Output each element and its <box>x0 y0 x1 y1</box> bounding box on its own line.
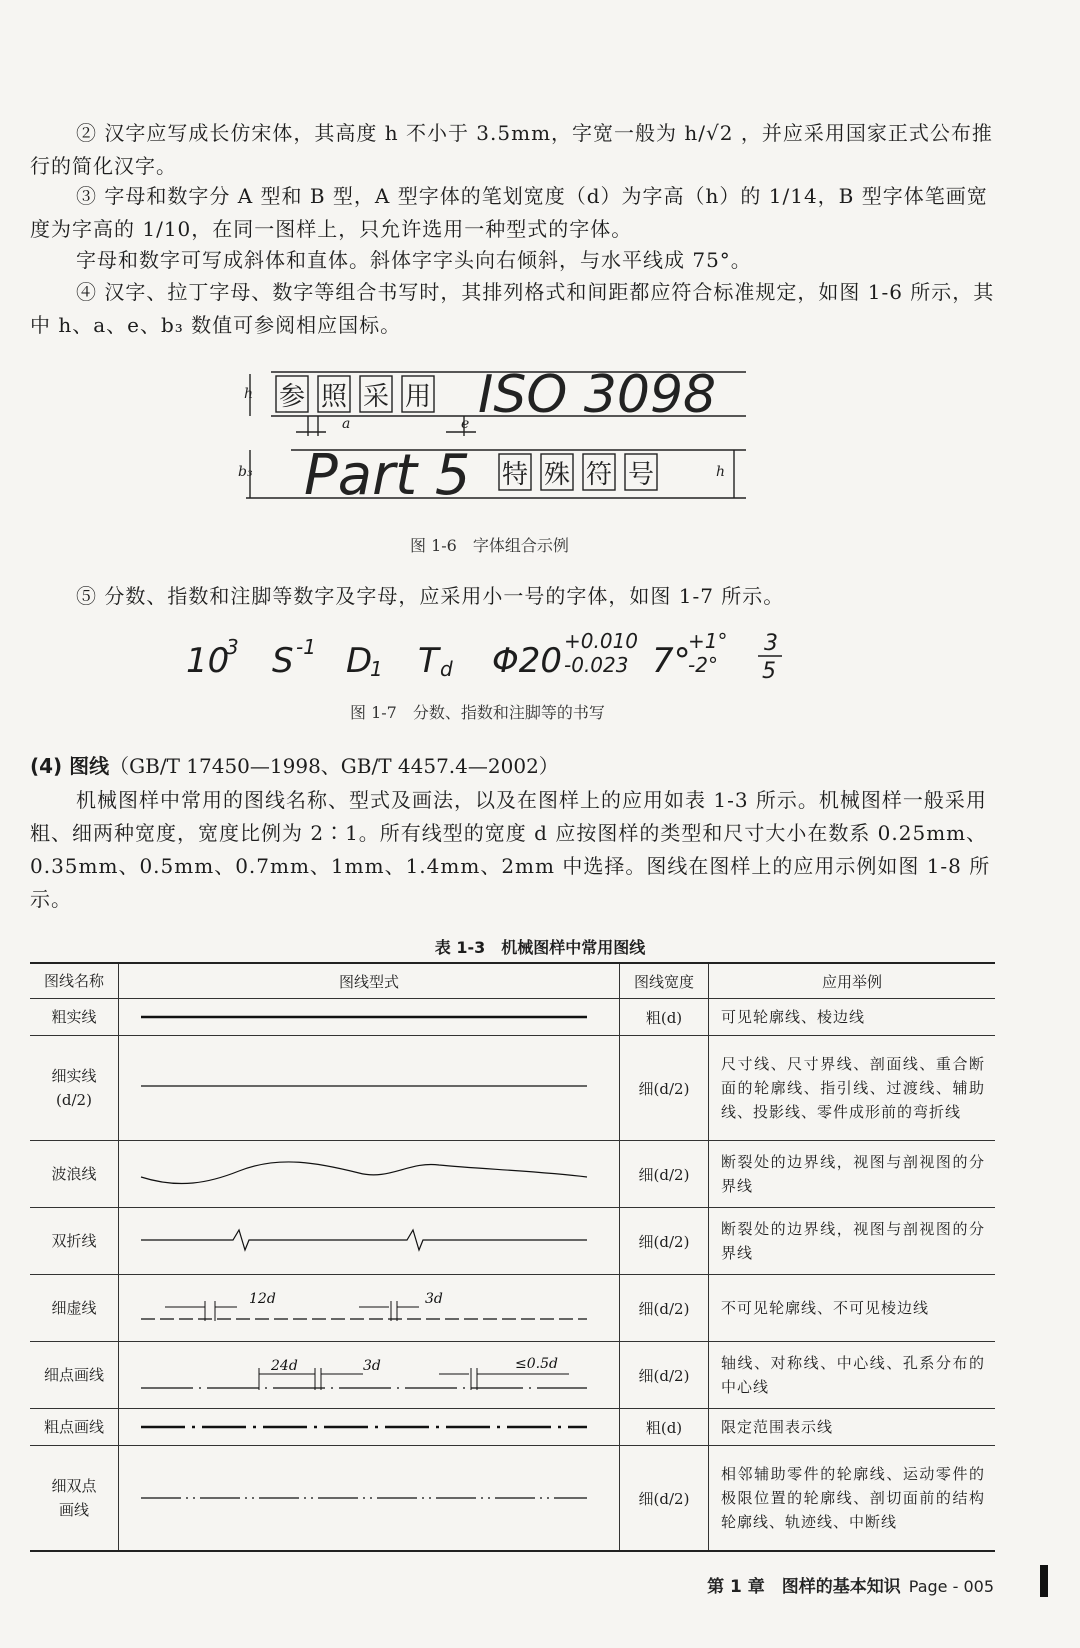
dashed-line-sample <box>119 1275 619 1341</box>
section-4-title: (4) 图线 <box>30 754 110 778</box>
table-row <box>30 1141 995 1208</box>
section-4-heading <box>30 750 559 779</box>
row-style <box>119 1446 620 1552</box>
header-line-width: 图线宽度 <box>620 963 709 999</box>
fig16-dim-h-left: h <box>244 386 254 402</box>
row-style <box>119 1141 620 1208</box>
row-name: 细点画线 <box>30 1342 119 1409</box>
fig16-char-5: 特 <box>501 460 529 490</box>
fig16-dim-a: a <box>342 416 351 432</box>
dash-dot-line-sample <box>119 1342 619 1408</box>
row-width: 粗(d) <box>620 999 709 1036</box>
figure-1-6-font-combination <box>238 365 786 528</box>
row-name: 波浪线 <box>30 1141 119 1208</box>
table-header-row <box>30 963 995 999</box>
row-style <box>119 1208 620 1275</box>
row-width: 细(d/2) <box>620 1208 709 1275</box>
fig17-phi-base: Φ20 <box>492 641 563 681</box>
row-usage: 不可见轮廓线、不可见棱边线 <box>709 1275 996 1342</box>
figure-1-6-caption: 图 1-6 字体组合示例 <box>410 536 569 555</box>
row-name-line1: 细实线 <box>51 1067 97 1085</box>
row-width: 细(d/2) <box>620 1141 709 1208</box>
section-4-standards: （GB/T 17450—1998、GB/T 4457.4—2002） <box>109 754 559 778</box>
row-width: 细(d/2) <box>620 1275 709 1342</box>
fig17-s-base: S <box>272 641 294 681</box>
fig16-char-7: 符 <box>585 460 613 490</box>
header-line-name: 图线名称 <box>30 963 119 999</box>
thick-solid-line-sample <box>119 999 619 1035</box>
fig16-char-6: 殊 <box>543 460 571 490</box>
fig17-power-exp: 3 <box>226 635 239 659</box>
paragraph-small-font: ⑤ 分数、指数和注脚等数字及字母，应采用小一号的字体，如图 1-7 所示。 <box>76 584 785 608</box>
fig17-phi-lower: -0.023 <box>564 653 629 677</box>
dashed-dim-3d: 3d <box>425 1291 443 1307</box>
figure-1-7-caption: 图 1-7 分数、指数和注脚等的书写 <box>350 703 605 722</box>
row-style <box>119 999 620 1036</box>
row-name-line2: (d/2) <box>56 1091 92 1109</box>
row-name: 粗点画线 <box>30 1409 119 1446</box>
fig16-dim-e: e <box>461 416 470 432</box>
row-style <box>119 1342 620 1409</box>
table-row <box>30 1409 995 1446</box>
row-width: 细(d/2) <box>620 1446 709 1552</box>
row-name-line2: 画线 <box>58 1501 89 1519</box>
row-name-line1: 细双点 <box>51 1477 97 1495</box>
row-width: 细(d/2) <box>620 1342 709 1409</box>
row-usage: 断裂处的边界线，视图与剖视图的分界线 <box>709 1141 996 1208</box>
row-width: 粗(d) <box>620 1409 709 1446</box>
row-name <box>30 1446 119 1552</box>
fig17-angle-base: 7° <box>652 641 691 681</box>
footer-page-number: Page - 005 <box>908 1577 994 1596</box>
row-usage: 限定范围表示线 <box>709 1409 996 1446</box>
fig16-dim-h-right: h <box>716 464 726 480</box>
dashdot-dim-3d: 3d <box>363 1358 381 1374</box>
table-row <box>30 1036 995 1141</box>
table-row <box>30 1275 995 1342</box>
table-row <box>30 1446 995 1552</box>
footer-bar <box>1040 1565 1048 1597</box>
fig17-d-base: D <box>346 641 373 681</box>
header-line-usage: 应用举例 <box>709 963 996 999</box>
row-name: 双折线 <box>30 1208 119 1275</box>
dashdot-dim-24d: 24d <box>271 1358 298 1374</box>
fig17-power-base: 10 <box>186 641 230 681</box>
line-types-table <box>30 962 995 1552</box>
fig16-char-1: 参 <box>278 382 306 412</box>
row-name <box>30 1036 119 1141</box>
table-row <box>30 1342 995 1409</box>
wavy-line-sample <box>119 1141 619 1207</box>
paragraph-line-types: 机械图样中常用的图线名称、型式及画法，以及在图样上的应用如表 1-3 所示。机械图样一般采用粗、细两种宽度，宽度比例为 2∶1。所有线型的宽度 d 应按图样的类型和尺寸大小在数系 0.25mm、0.35mm、0.5mm、0.7mm、1mm、1.4mm、2mm 中选择。图线在图样上的应用示例如图 1-8 所示。 <box>30 788 991 911</box>
footer-chapter: 第 1 章 图样的基本知识 <box>707 1577 901 1597</box>
fig17-angle-upper: +1° <box>688 629 728 653</box>
fig17-phi-upper: +0.010 <box>564 629 639 653</box>
row-usage: 断裂处的边界线，视图与剖视图的分界线 <box>709 1208 996 1275</box>
fig17-d-sub: 1 <box>370 657 383 681</box>
row-style <box>119 1275 620 1342</box>
fig16-char-3: 采 <box>362 382 390 412</box>
row-name: 细虚线 <box>30 1275 119 1342</box>
row-name: 粗实线 <box>30 999 119 1036</box>
fig16-dim-b3: b₃ <box>238 464 253 480</box>
fig17-fraction-numerator: 3 <box>764 631 778 656</box>
fig17-s-exp: -1 <box>296 635 316 659</box>
table-1-3-title: 表 1-3 机械图样中常用图线 <box>434 938 646 957</box>
fig17-t-sub: d <box>440 657 453 681</box>
fig17-angle-lower: -2° <box>688 653 718 677</box>
table-row <box>30 1208 995 1275</box>
fig16-char-2: 照 <box>320 382 348 412</box>
fig17-t-base: T <box>418 641 439 681</box>
row-width: 细(d/2) <box>620 1036 709 1141</box>
paragraph-chinese-characters: ② 汉字应写成长仿宋体，其高度 h 不小于 3.5mm，字宽一般为 h/√2 ，并应采用国家正式公布推行的简化汉字。 <box>30 121 993 178</box>
fig17-fraction-denominator: 5 <box>762 659 776 684</box>
fig16-char-8: 号 <box>627 460 655 490</box>
page-footer <box>707 1572 994 1597</box>
row-style <box>119 1036 620 1141</box>
header-line-style: 图线型式 <box>119 963 620 999</box>
double-dash-dot-line-sample <box>119 1446 619 1550</box>
row-usage: 可见轮廓线、棱边线 <box>709 999 996 1036</box>
row-style <box>119 1409 620 1446</box>
fig16-iso-text: ISO 3098 <box>478 365 717 425</box>
zigzag-line-sample <box>119 1208 619 1274</box>
paragraph-letter-types: ③ 字母和数字分 A 型和 B 型，A 型字体的笔划宽度（d）为字高（h）的 1/14，B 型字体笔画宽度为字高的 1/10，在同一图样上，只允许选用一种型式的字体。 <box>30 184 988 241</box>
row-usage: 轴线、对称线、中心线、孔系分布的中心线 <box>709 1342 996 1409</box>
paragraph-slant: 字母和数字可写成斜体和直体。斜体字字头向右倾斜，与水平线成 75°。 <box>76 248 752 272</box>
thin-solid-line-sample <box>119 1036 619 1140</box>
table-row <box>30 999 995 1036</box>
dashed-dim-12d: 12d <box>249 1291 276 1307</box>
thick-dash-dot-line-sample <box>119 1409 619 1445</box>
dashdot-dim-05d: ≤0.5d <box>515 1356 558 1372</box>
row-usage: 尺寸线、尺寸界线、剖面线、重合断面的轮廓线、指引线、过渡线、辅助线、投影线、零件成形前的弯折线 <box>709 1036 996 1141</box>
row-usage: 相邻辅助零件的轮廓线、运动零件的极限位置的轮廓线、剖切面前的结构轮廓线、轨迹线、中断线 <box>709 1446 996 1552</box>
paragraph-combination: ④ 汉字、拉丁字母、数字等组合书写时，其排列格式和间距都应符合标准规定，如图 1-6 所示，其中 h、a、e、b₃ 数值可参阅相应国标。 <box>30 280 995 337</box>
fig16-char-4: 用 <box>404 382 432 412</box>
figure-1-7-notations <box>186 622 846 692</box>
fig16-part-text: Part 5 <box>304 443 471 508</box>
